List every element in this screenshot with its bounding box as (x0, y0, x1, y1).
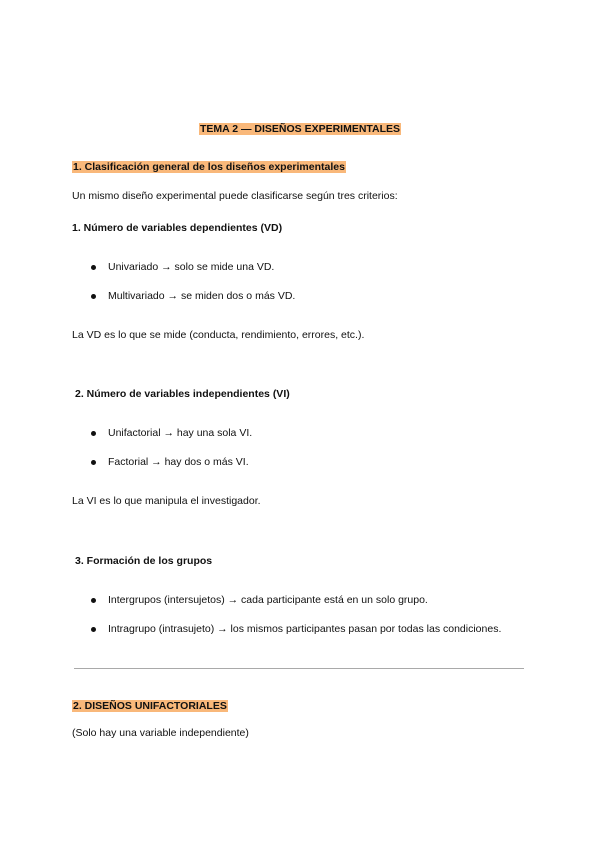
bullet-icon (91, 627, 96, 632)
section-1-intro: Un mismo diseño experimental puede clasificarse según tres criterios: (72, 190, 398, 202)
criterion-2-heading: 2. Número de variables independientes (VI) (75, 388, 290, 400)
section-1-heading-row (72, 161, 346, 173)
section-2-heading-row (72, 700, 228, 712)
bullet-icon (91, 431, 96, 436)
document-title-row (0, 123, 600, 135)
criterion-2-note: La VI es lo que manipula el investigador. (72, 495, 261, 507)
criterion-3-heading: 3. Formación de los grupos (75, 555, 213, 567)
horizontal-divider (74, 668, 524, 669)
criterion-1-note: La VD es lo que se mide (conducta, rendimiento, errores, etc.). (72, 329, 365, 341)
section-2-note: (Solo hay una variable independiente) (72, 727, 249, 739)
criterion-3-item-2: Intragrupo (intrasujeto) → los mismos participantes pasan por todas las condiciones. (108, 623, 502, 635)
section-1-heading: 1. Clasificación general de los diseños experimentales (73, 161, 345, 173)
bullet-icon (91, 598, 96, 603)
document-title: TEMA 2 — DISEÑOS EXPERIMENTALES (199, 123, 401, 135)
criterion-1-item-1: Univariado → solo se mide una VD. (108, 261, 275, 273)
criterion-1-item-2: Multivariado → se miden dos o más VD. (108, 290, 296, 302)
criterion-3-item-1: Intergrupos (intersujetos) → cada participante está en un solo grupo. (108, 594, 428, 606)
criterion-2-item-2: Factorial → hay dos o más VI. (108, 456, 249, 468)
bullet-icon (91, 265, 96, 270)
bullet-icon (91, 460, 96, 465)
bullet-icon (91, 294, 96, 299)
criterion-2-item-1: Unifactorial → hay una sola VI. (108, 427, 253, 439)
section-2-heading: 2. DISEÑOS UNIFACTORIALES (73, 700, 227, 712)
criterion-1-heading: 1. Número de variables dependientes (VD) (72, 222, 283, 234)
